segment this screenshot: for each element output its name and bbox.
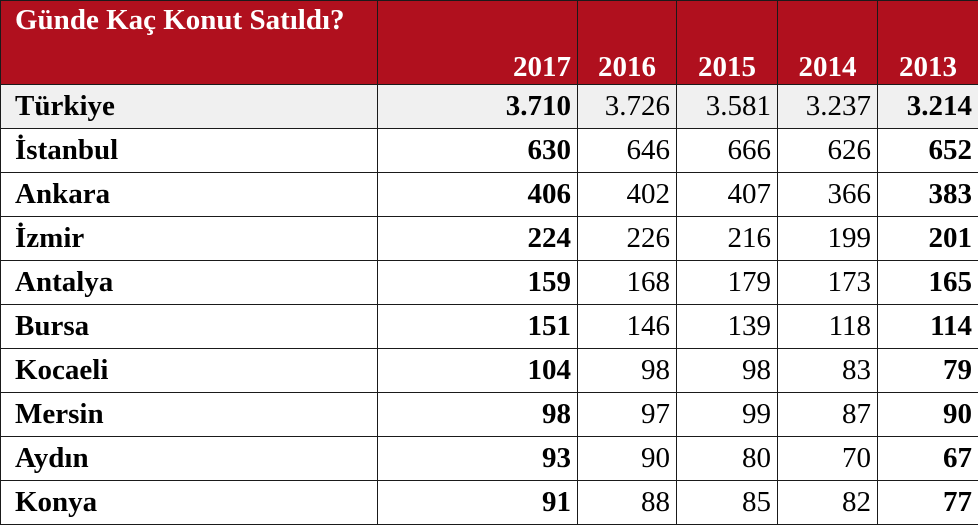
value-cell-2014: 626 bbox=[778, 129, 878, 173]
value-cell-2013: 114 bbox=[878, 305, 978, 349]
table-row bbox=[1, 217, 978, 261]
table-title: Günde Kaç Konut Satıldı? bbox=[1, 1, 378, 85]
table-row bbox=[1, 437, 978, 481]
value-cell-2015: 216 bbox=[677, 217, 778, 261]
value-cell-2014: 118 bbox=[778, 305, 878, 349]
value-cell-2013: 90 bbox=[878, 393, 978, 437]
city-name-cell: Türkiye bbox=[1, 85, 378, 129]
header-row bbox=[1, 1, 978, 85]
value-cell-2014: 173 bbox=[778, 261, 878, 305]
city-name-cell: İzmir bbox=[1, 217, 378, 261]
table-row bbox=[1, 129, 978, 173]
value-cell-2016: 3.726 bbox=[578, 85, 677, 129]
value-cell-2017: 98 bbox=[378, 393, 578, 437]
value-cell-2016: 97 bbox=[578, 393, 677, 437]
table-row bbox=[1, 305, 978, 349]
city-name-cell: Bursa bbox=[1, 305, 378, 349]
value-cell-2017: 93 bbox=[378, 437, 578, 481]
value-cell-2015: 98 bbox=[677, 349, 778, 393]
value-cell-2013: 3.214 bbox=[878, 85, 978, 129]
value-cell-2014: 70 bbox=[778, 437, 878, 481]
value-cell-2016: 88 bbox=[578, 481, 677, 525]
value-cell-2015: 99 bbox=[677, 393, 778, 437]
value-cell-2013: 652 bbox=[878, 129, 978, 173]
value-cell-2014: 3.237 bbox=[778, 85, 878, 129]
value-cell-2016: 98 bbox=[578, 349, 677, 393]
value-cell-2015: 3.581 bbox=[677, 85, 778, 129]
value-cell-2013: 77 bbox=[878, 481, 978, 525]
value-cell-2014: 83 bbox=[778, 349, 878, 393]
value-cell-2014: 87 bbox=[778, 393, 878, 437]
value-cell-2014: 82 bbox=[778, 481, 878, 525]
value-cell-2015: 179 bbox=[677, 261, 778, 305]
value-cell-2017: 104 bbox=[378, 349, 578, 393]
city-name-cell: Ankara bbox=[1, 173, 378, 217]
value-cell-2017: 224 bbox=[378, 217, 578, 261]
value-cell-2015: 407 bbox=[677, 173, 778, 217]
column-header-2014: 2014 bbox=[778, 1, 878, 85]
table-row bbox=[1, 173, 978, 217]
value-cell-2016: 226 bbox=[578, 217, 677, 261]
value-cell-2017: 630 bbox=[378, 129, 578, 173]
value-cell-2013: 165 bbox=[878, 261, 978, 305]
table-row bbox=[1, 349, 978, 393]
table-row bbox=[1, 481, 978, 525]
value-cell-2016: 90 bbox=[578, 437, 677, 481]
value-cell-2013: 79 bbox=[878, 349, 978, 393]
value-cell-2014: 199 bbox=[778, 217, 878, 261]
table-row bbox=[1, 85, 978, 129]
value-cell-2013: 201 bbox=[878, 217, 978, 261]
value-cell-2017: 151 bbox=[378, 305, 578, 349]
value-cell-2016: 146 bbox=[578, 305, 677, 349]
city-name-cell: Mersin bbox=[1, 393, 378, 437]
value-cell-2014: 366 bbox=[778, 173, 878, 217]
value-cell-2017: 3.710 bbox=[378, 85, 578, 129]
city-name-cell: İstanbul bbox=[1, 129, 378, 173]
value-cell-2016: 168 bbox=[578, 261, 677, 305]
column-header-2017: 2017 bbox=[378, 1, 578, 85]
value-cell-2017: 406 bbox=[378, 173, 578, 217]
city-name-cell: Aydın bbox=[1, 437, 378, 481]
table-row bbox=[1, 393, 978, 437]
value-cell-2016: 402 bbox=[578, 173, 677, 217]
column-header-2015: 2015 bbox=[677, 1, 778, 85]
value-cell-2015: 85 bbox=[677, 481, 778, 525]
city-name-cell: Antalya bbox=[1, 261, 378, 305]
column-header-2013: 2013 bbox=[878, 1, 978, 85]
value-cell-2015: 666 bbox=[677, 129, 778, 173]
value-cell-2015: 139 bbox=[677, 305, 778, 349]
table-body bbox=[1, 85, 978, 525]
table-row bbox=[1, 261, 978, 305]
column-header-2016: 2016 bbox=[578, 1, 677, 85]
city-name-cell: Konya bbox=[1, 481, 378, 525]
value-cell-2017: 91 bbox=[378, 481, 578, 525]
value-cell-2017: 159 bbox=[378, 261, 578, 305]
value-cell-2016: 646 bbox=[578, 129, 677, 173]
value-cell-2013: 383 bbox=[878, 173, 978, 217]
value-cell-2015: 80 bbox=[677, 437, 778, 481]
city-name-cell: Kocaeli bbox=[1, 349, 378, 393]
value-cell-2013: 67 bbox=[878, 437, 978, 481]
